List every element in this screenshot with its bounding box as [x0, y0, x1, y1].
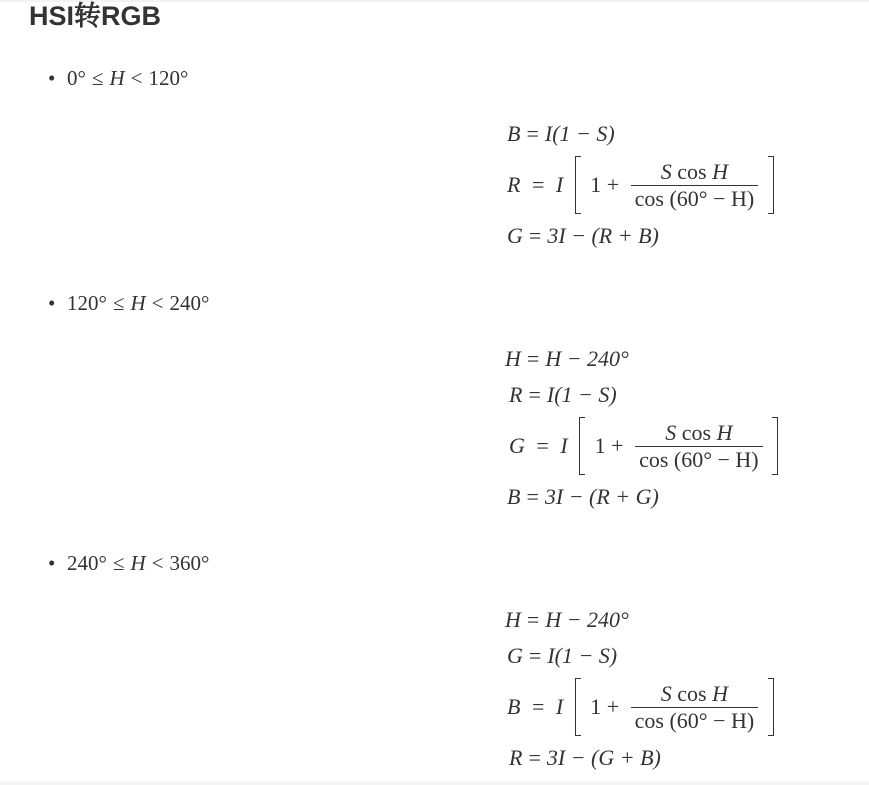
- cond-var: H: [130, 551, 146, 575]
- num-fn: cos: [677, 680, 707, 706]
- equation-line: [505, 346, 629, 372]
- fraction: [631, 681, 759, 734]
- cond-lower: 0°: [67, 66, 86, 90]
- eq-sign: =: [528, 382, 541, 407]
- fraction: [631, 159, 759, 212]
- equation-line: [505, 607, 629, 633]
- eq-rhs: 3I − (R + G): [544, 484, 659, 509]
- page-title: HSI转RGB: [29, 1, 162, 31]
- eq-lhs: B: [507, 484, 521, 509]
- cond-rel-leq: ≤: [91, 66, 104, 90]
- equation-line: [507, 223, 659, 249]
- equation-line-fraction: [509, 417, 778, 475]
- cond-var: H: [130, 291, 146, 315]
- condition-range: [67, 551, 209, 575]
- cond-rel-lt: <: [130, 66, 143, 90]
- eq-sign: =: [531, 694, 545, 719]
- eq-sign: =: [526, 484, 539, 509]
- bullet-marker: •: [48, 66, 56, 90]
- num-var: S: [660, 680, 672, 706]
- fraction: [635, 420, 763, 473]
- fraction-numerator: [635, 420, 763, 446]
- eq-lhs: B: [507, 694, 521, 719]
- cond-lower: 240°: [67, 551, 107, 575]
- eq-lhs: G: [507, 643, 523, 668]
- eq-sign: =: [528, 643, 542, 668]
- left-bracket: [579, 417, 585, 475]
- eq-lhs: R: [509, 382, 523, 407]
- cond-rel-lt: <: [151, 551, 164, 575]
- eq-rhs: I(1 − S): [544, 121, 615, 146]
- eq-rhs: 3I − (R + B): [547, 223, 659, 248]
- right-bracket: [768, 156, 774, 214]
- eq-lhs: H: [505, 607, 521, 632]
- right-bracket: [772, 417, 778, 475]
- eq-rhs: H − 240°: [545, 346, 629, 371]
- cond-var: H: [109, 66, 125, 90]
- num-var: S: [660, 158, 672, 184]
- eq-lhs: G: [509, 433, 525, 458]
- cond-rel-leq: ≤: [112, 291, 125, 315]
- fraction-numerator: [631, 681, 759, 707]
- eq-lhs: B: [507, 121, 521, 146]
- num-var: S: [665, 419, 677, 445]
- cond-rel-lt: <: [151, 291, 164, 315]
- left-bracket: [575, 678, 581, 736]
- eq-prefactor: I: [555, 694, 564, 719]
- eq-lhs: H: [505, 346, 521, 371]
- num-arg: H: [712, 158, 729, 184]
- equation-line-fraction: [507, 156, 774, 214]
- eq-sign: =: [531, 172, 545, 197]
- eq-lhs: G: [507, 223, 523, 248]
- cond-upper: 240°: [169, 291, 210, 315]
- eq-one-plus: 1 +: [594, 433, 624, 458]
- condition-range: [67, 291, 209, 315]
- eq-rhs: I(1 − S): [547, 643, 618, 668]
- cond-upper: 120°: [148, 66, 189, 90]
- eq-one-plus: 1 +: [590, 172, 620, 197]
- num-fn: cos: [677, 158, 707, 184]
- eq-sign: =: [528, 223, 542, 248]
- bullet-marker: •: [48, 551, 56, 575]
- right-bracket: [768, 678, 774, 736]
- eq-rhs: H − 240°: [545, 607, 629, 632]
- equation-line: [507, 121, 615, 147]
- eq-sign: =: [526, 346, 540, 371]
- eq-rhs: I(1 − S): [546, 382, 617, 407]
- cond-lower: 120°: [67, 291, 107, 315]
- equation-line: [507, 643, 617, 669]
- equation-line: [509, 382, 617, 408]
- bullet-marker: •: [48, 291, 56, 315]
- eq-sign: =: [526, 607, 540, 632]
- eq-lhs: R: [507, 172, 521, 197]
- eq-sign: =: [536, 433, 549, 458]
- equation-line-fraction: [507, 678, 774, 736]
- equation-line: [507, 484, 659, 510]
- fraction-denominator: cos (60° − H): [635, 446, 763, 473]
- eq-rhs: 3I − (G + B): [546, 745, 661, 770]
- fraction-denominator: cos (60° − H): [631, 185, 759, 212]
- eq-prefactor: I: [560, 433, 568, 458]
- eq-sign: =: [526, 121, 539, 146]
- eq-one-plus: 1 +: [590, 694, 620, 719]
- fraction-denominator: cos (60° − H): [631, 707, 759, 734]
- num-fn: cos: [681, 419, 712, 445]
- equation-line: [509, 745, 661, 771]
- cond-upper: 360°: [169, 551, 210, 575]
- num-arg: H: [712, 680, 729, 706]
- condition-range: [67, 66, 188, 90]
- eq-lhs: R: [509, 745, 523, 770]
- left-bracket: [575, 156, 581, 214]
- bottom-divider: [0, 781, 869, 785]
- num-arg: H: [716, 419, 733, 445]
- cond-rel-leq: ≤: [112, 551, 125, 575]
- eq-prefactor: I: [555, 172, 564, 197]
- eq-sign: =: [528, 745, 541, 770]
- fraction-numerator: [631, 159, 759, 185]
